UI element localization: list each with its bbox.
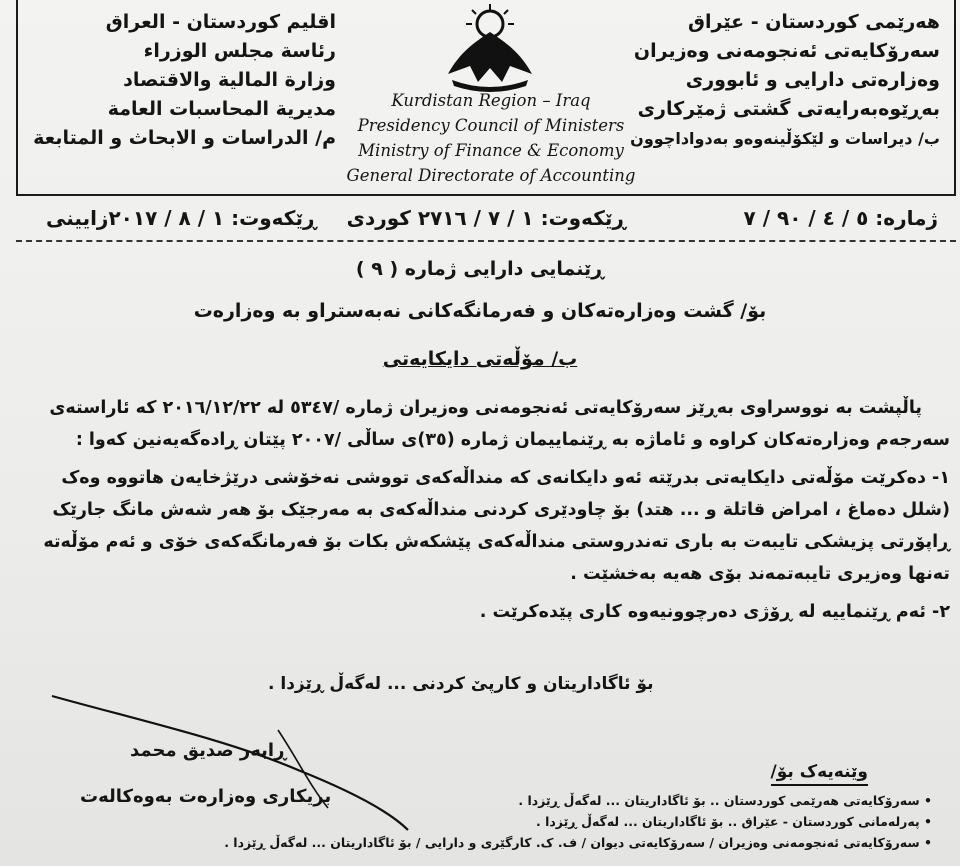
letterhead-english-line: Ministry of Finance & Economy bbox=[358, 141, 624, 160]
body-line: ٢- ئەم ڕێنماییە لە ڕۆژی دەرچوونیەوە کاری پێدەکرێت . bbox=[479, 602, 950, 622]
letterhead-english-line: General Directorate of Accounting bbox=[346, 166, 636, 185]
letterhead-kurdish-line: ب/ دیراسات و لێکۆڵینەوەو بەدواداچوون bbox=[630, 129, 940, 148]
closing-line: بۆ ئاگاداریتان و کارپێ کردنی ... لەگەڵ ڕێزدا . bbox=[268, 674, 654, 694]
letterhead-english-line: Presidency Council of Ministers bbox=[357, 116, 625, 135]
signatory-name: ڕابەر صدیق محمد bbox=[130, 740, 287, 761]
letterhead-kurdish-line: وەزارەتی دارایی و ئابووری bbox=[685, 69, 940, 91]
kurdistan-emblem-icon bbox=[430, 2, 550, 94]
letterhead-kurdish-line: سەرۆکایەتی ئەنجومەنی وەزیران bbox=[633, 40, 940, 62]
cc-item: • سەرۆکایەتی ئەنجومەنی وەزیران / سەرۆکایەتی دیوان / ف. ک. کارگێری و دارایی / بۆ ئاگاداریتان ... لەگەڵ ڕێزدا . bbox=[462, 832, 932, 853]
body-line: ڕاپۆرتی پزیشکی تایبەت بە باری تەندروستی منداڵەکەی پێشکەش بکات بۆ فەرمانگەکەی خۆی و ئەم مۆڵەتە bbox=[43, 532, 950, 552]
cc-item: • سەرۆکایەتی هەرێمی کوردستان .. بۆ ئاگاداریتان ... لەگەڵ ڕێزدا . bbox=[462, 790, 932, 811]
cc-item: • پەرلەمانی کوردستان - عێراق .. بۆ ئاگاداریتان ... لەگەڵ ڕێزدا . bbox=[462, 811, 932, 832]
letterhead-arabic-line: وزارة المالية والاقتصاد bbox=[123, 69, 336, 91]
letterhead-english bbox=[336, 88, 646, 188]
signatory-title: بریکاری وەزارەت بەوەکالەت bbox=[80, 786, 332, 807]
body-line: ١- دەکرێت مۆڵەتی دایکایەتی بدرێتە ئەو دایکانەی کە منداڵەکەی تووشی نەخۆشی درێژخایەن هاتووە وەک bbox=[61, 468, 950, 488]
reference-date-gregorian: ڕێکەوت: ١ / ٨ / ٢٠١٧زایینی bbox=[46, 206, 317, 230]
body-line: تەنها وەزیری تایبەتمەند بۆی هەیە بەخشێت . bbox=[570, 564, 950, 584]
letterhead-english-line: Kurdistan Region – Iraq bbox=[391, 91, 591, 110]
letterhead-kurdish bbox=[630, 8, 940, 153]
letterhead bbox=[16, 0, 956, 196]
cc-list bbox=[224, 790, 932, 853]
reference-divider bbox=[16, 240, 956, 242]
reference-date-kurdi: ڕێکەوت: ١ / ٧ / ٢٧١٦ کوردی bbox=[346, 206, 626, 230]
handwritten-signature bbox=[48, 690, 428, 840]
subject-line: ب/ مۆڵەتی دایکایەتی bbox=[382, 348, 578, 370]
reference-number: ژمارە: ٥ / ٤ / ٩٠ / ٧ bbox=[743, 206, 938, 230]
body-line: پاڵپشت بە نووسراوی بەڕێز سەرۆکایەتی ئەنجومەنی وەزیران ژمارە /٥٣٤٧ لە ٢٠١٦/١٢/٢٢ کە ئاراستەی bbox=[49, 398, 922, 418]
document-title: ڕێنمایی دارایی ژمارە ( ٩ ) bbox=[355, 258, 605, 280]
letterhead-arabic-line: رئاسة مجلس الوزراء bbox=[143, 40, 336, 62]
addressee: بۆ/ گشت وەزارەتەکان و فەرمانگەکانی نەبەستراو بە وەزارەت bbox=[193, 300, 767, 322]
letterhead-kurdish-line: هەرێمی کوردستان - عێراق bbox=[688, 11, 940, 33]
letterhead-kurdish-line: بەڕێوەبەرایەتی گشتی ژمێرکاری bbox=[637, 98, 940, 120]
body-line: (شلل دەماغ ، امراض قاتلة و ... هتد) بۆ چاودێری کردنی منداڵەکەی بە مەرجێک بۆ هەر شەش مانگ جارێک bbox=[52, 500, 950, 520]
reference-line bbox=[16, 200, 956, 242]
letterhead-arabic-line: م/ الدراسات و الابحاث و المتابعة bbox=[33, 127, 336, 149]
letter-body bbox=[10, 392, 950, 628]
body-line: سەرجەم وەزارەتەکان کراوە و ئاماژە بە ڕێنماییمان ژمارە (٣٥)ی ساڵی /٢٠٠٧ پێتان ڕادەگەیەنین کەوا : bbox=[75, 430, 950, 450]
cc-heading: وێنەیەک بۆ/ bbox=[771, 762, 868, 786]
letterhead-arabic bbox=[33, 8, 336, 153]
letterhead-arabic-line: اقليم كوردستان - العراق bbox=[105, 11, 336, 33]
letterhead-arabic-line: مديرية المحاسبات العامة bbox=[107, 98, 336, 120]
